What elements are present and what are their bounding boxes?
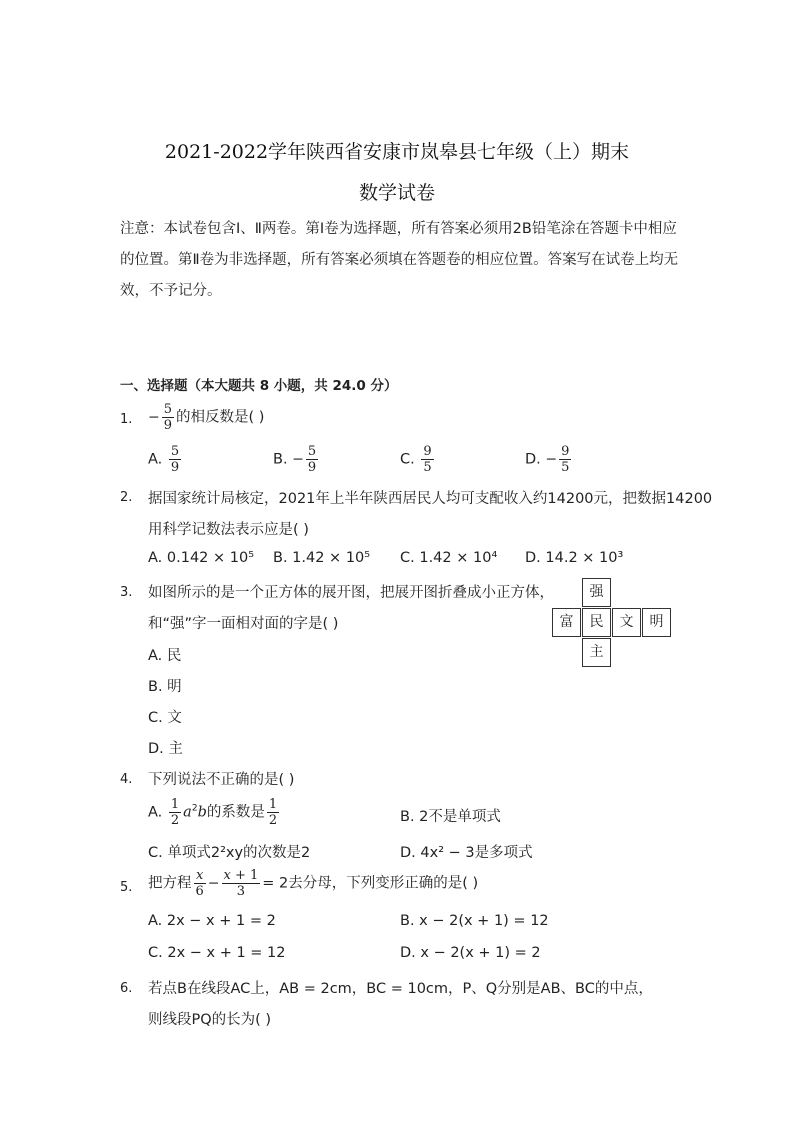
- fraction: $\frac{x}{6}$: [195, 868, 204, 899]
- page-subtitle: 数学试卷: [358, 182, 435, 204]
- page-title: 2021-2022学年陕西省安康市岚皋县七年级（上）期末: [164, 141, 630, 163]
- exam-notice: 注意：本试卷包含Ⅰ、Ⅱ两卷。第Ⅰ卷为选择题，所有答案必须用2B铅笔涂在答题卡中相应的位置。第Ⅱ卷为非选择题，所有答案必须填在答题卷的相应位置。答案写在试卷上均无效，不予记分。: [120, 221, 679, 299]
- option-text: 的系数是: [206, 804, 265, 821]
- question-stem-line2: 和“强”字一面相对面的字是( ): [148, 616, 339, 632]
- fraction: $\frac{5}{9}$: [163, 402, 173, 433]
- option-label: D.: [525, 451, 541, 468]
- option-c[interactable]: C. 1.42 × 10⁴: [400, 550, 498, 566]
- option-d[interactable]: D. 4x² − 3是多项式: [400, 845, 533, 861]
- question-stem-line2: 则线段PQ的长为( ): [148, 1012, 272, 1028]
- question-number: 3.: [120, 585, 133, 600]
- fraction: $\frac{9}{5}$: [423, 444, 432, 475]
- question-stem: 若点B在线段AC上，AB = 2cm，BC = 10cm，P、Q分别是AB、BC的中点，: [148, 981, 653, 997]
- net-cell-1: 富: [552, 608, 581, 637]
- option-a[interactable]: A. $\frac{1}{2}$ $a^2b$的系数是 $\frac{1}{2}$: [148, 797, 278, 828]
- net-cell-bottom: 主: [582, 638, 611, 667]
- fraction: $\frac{9}{5}$: [561, 444, 570, 475]
- option-c[interactable]: C. 文: [148, 710, 182, 726]
- option-label: C.: [400, 451, 415, 468]
- fraction: $\frac{1}{2}$: [268, 797, 278, 828]
- stem-text: 的相反数是( ): [176, 409, 265, 426]
- question-number: 5.: [120, 880, 133, 895]
- option-b[interactable]: B. 2不是单项式: [400, 809, 501, 825]
- question-number: 1.: [120, 412, 133, 427]
- fraction: $\frac{x + 1}{3}$: [223, 868, 259, 899]
- section-heading: 一、选择题（本大题共 8 小题，共 24.0 分）: [120, 378, 398, 394]
- option-label: A.: [148, 451, 163, 468]
- option-c[interactable]: [400, 444, 436, 475]
- stem-text: 把方程: [148, 875, 192, 892]
- option-a[interactable]: [148, 444, 183, 475]
- option-b[interactable]: B. x − 2(x + 1) = 12: [400, 913, 549, 929]
- question-number: 6.: [120, 981, 133, 996]
- option-d[interactable]: D. − $\frac{9}{5}$: [525, 444, 570, 475]
- option-a[interactable]: A. 0.142 × 10⁵: [148, 550, 255, 566]
- option-d[interactable]: D. x − 2(x + 1) = 2: [400, 945, 541, 961]
- option-b[interactable]: B. 1.42 × 10⁵: [273, 550, 371, 566]
- fraction: $\frac{1}{2}$: [170, 797, 180, 828]
- option-a[interactable]: A. 2x − x + 1 = 2: [148, 913, 276, 929]
- option-c[interactable]: C. 2x − x + 1 = 12: [148, 945, 286, 961]
- question-stem-line2: 用科学记数法表示应是( ): [148, 522, 309, 538]
- option-d[interactable]: D. 主: [148, 741, 183, 757]
- option-c[interactable]: C. 单项式2²xy的次数是2: [148, 845, 311, 861]
- question-number: 4.: [120, 772, 133, 787]
- net-cell-top: 强: [582, 578, 611, 607]
- option-b[interactable]: B. 明: [148, 679, 182, 695]
- question-stem: 如图所示的是一个正方体的展开图，把展开图折叠成小正方体，: [148, 585, 554, 601]
- cube-net-figure: [552, 578, 672, 668]
- stem-text: = 2去分母，下列变形正确的是( ): [262, 875, 479, 892]
- question-stem: 下列说法不正确的是( ): [148, 772, 295, 788]
- fraction: $\frac{5}{9}$: [307, 444, 317, 475]
- net-cell-4: 明: [642, 608, 671, 637]
- question-stem: 把方程 $\frac{x}{6}$ − $\frac{x + 1}{3}$ = 2去分母，下列变形正确的是( ): [148, 868, 479, 899]
- question-number: 2.: [120, 490, 133, 505]
- option-d[interactable]: D. 14.2 × 10³: [525, 550, 624, 566]
- question-stem: − $\frac{5}{9}$ 的相反数是( ): [148, 402, 265, 433]
- net-cell-2: 民: [582, 608, 611, 637]
- option-b[interactable]: B. − $\frac{5}{9}$: [273, 444, 317, 475]
- option-label: B.: [273, 451, 288, 468]
- option-label: A.: [148, 804, 163, 821]
- fraction: $\frac{5}{9}$: [170, 444, 180, 475]
- option-a[interactable]: A. 民: [148, 648, 182, 664]
- net-cell-3: 文: [612, 608, 641, 637]
- question-stem: 据国家统计局核定，2021年上半年陕西居民人均可支配收入约14200元，把数据14200: [148, 491, 713, 507]
